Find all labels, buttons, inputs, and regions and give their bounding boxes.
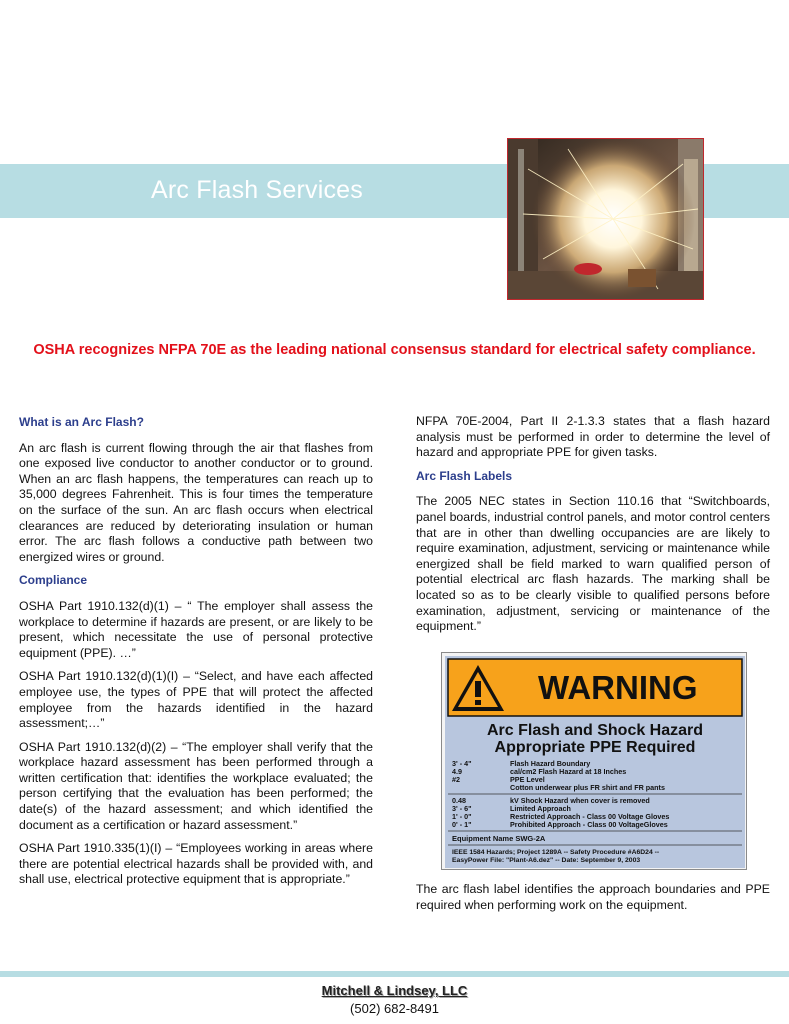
nfpa-paragraph: NFPA 70E-2004, Part II 2-1.3.3 states that a flash hazard analysis must be performed in order to determine the level of hazard and appropriate PPE for given tasks.	[416, 414, 770, 460]
warning-label	[442, 653, 748, 871]
row-b-3-val: Restricted Approach - Class 00 Voltage Gloves	[510, 812, 670, 821]
heading-arc-flash-labels: Arc Flash Labels	[416, 468, 513, 483]
row-b-4-key: 0' - 1"	[452, 820, 472, 829]
warning-word: WARNING	[538, 669, 698, 706]
equipment-name: Equipment Name SWG-2A	[452, 834, 546, 843]
row-a-4-val: Cotton underwear plus FR shirt and FR pants	[510, 783, 665, 792]
row-b-3-key: 1' - 0"	[452, 812, 472, 821]
headline: OSHA recognizes NFPA 70E as the leading national consensus standard for electrical safety compliance.	[33, 342, 756, 358]
heading-compliance: Compliance	[19, 573, 88, 588]
company-name: Mitchell & Lindsey, LLC	[321, 983, 468, 998]
osha-paragraph-1: OSHA Part 1910.132(d)(1) – “ The employer shall assess the workplace to determine if hazards are present, or are likely to be present, which necessitate the use of personal protective equipment (PPE). …”	[19, 598, 373, 660]
row-b-2-key: 3' - 6"	[452, 804, 472, 813]
left-column	[19, 415, 373, 896]
osha-paragraph-3: OSHA Part 1910.132(d)(2) – “The employer shall verify that the workplace hazard assessment has been performed through a written certification that: identifies the workplace evaluated; the person certifying that the evaluation has been performed; the date(s) of the hazard assessment; and which identified the document as a certification or hazard assessment.”	[19, 739, 373, 832]
arc-flash-image	[508, 139, 704, 300]
company-phone: (502) 682-8491	[350, 1001, 439, 1016]
right-column	[416, 414, 770, 643]
row-a-2-val: cal/cm2 Flash Hazard at 18 Inches	[510, 767, 627, 776]
ieee-line-2: EasyPower File: "Plant-A6.dez" -- Date: September 9, 2003	[452, 857, 641, 864]
ieee-line-1: IEEE 1584 Hazards; Project 1289A -- Safety Procedure #A6D24 --	[452, 849, 660, 856]
row-a-1-val: Flash Hazard Boundary	[510, 759, 591, 768]
row-a-2-key: 4.9	[452, 767, 462, 776]
arc-flash-paragraph: An arc flash is current flowing through the air that flashes from one exposed live conductor to another conductor or to ground. When an arc flash happens, the temperatures can reach up to 35,000 degrees Fahrenheit. This is four times the temperature on the surface of the sun. An arc flash occurs when electrical clearances are reduced by deteriorating insulation or human error. The arc flash follows a conductive path between two energized wires or ground.	[19, 440, 373, 564]
row-b-1-key: 0.48	[452, 796, 466, 805]
label-title-2: Appropriate PPE Required	[494, 739, 696, 756]
row-a-1-key: 3' - 4"	[452, 759, 472, 768]
nec-paragraph: The 2005 NEC states in Section 110.16 that “Switchboards, panel boards, industrial control panels, and motor control centers that are in other than dwelling occupancies are are likely to require examination, adjustment, servicing or maintenance while energized shall be field marked to warn qualified person of potential electrical arc flash hazards. The marking shall be located so as to be clearly visible to qualified persons before examination, adjustment, servicing or maintenance of the equipment.”	[416, 494, 770, 634]
label-title-1: Arc Flash and Shock Hazard	[486, 722, 704, 739]
heading-what-is-arc-flash: What is an Arc Flash?	[19, 415, 144, 429]
row-b-4-val: Prohibited Approach - Class 00 VoltageGloves	[510, 820, 668, 829]
row-b-2-val: Limited Approach	[510, 804, 571, 813]
page-title: Arc Flash Services	[151, 176, 363, 204]
footer-band	[0, 971, 789, 977]
row-b-1-val: kV Shock Hazard when cover is removed	[510, 796, 650, 805]
label-caption: The arc flash label identifies the approach boundaries and PPE required when performing work on the equipment.	[416, 882, 770, 912]
row-a-3-key: #2	[452, 775, 460, 784]
row-a-3-val: PPE Level	[510, 775, 545, 784]
osha-paragraph-2: OSHA Part 1910.132(d)(1)(I) – “Select, and have each affected employee use, the types of PPE that will protect the affected employee from the hazards identified in the hazard assessment;…”	[19, 669, 373, 731]
arc-flash-photo	[507, 138, 704, 300]
osha-paragraph-4: OSHA Part 1910.335(1)(I) – “Employees working in areas where there are potential electrical hazards shall be provided with, and shall use, electrical protective equipment that is appropriate.”	[19, 841, 373, 887]
label-caption-block	[416, 882, 770, 921]
warning-label-image	[441, 652, 747, 870]
